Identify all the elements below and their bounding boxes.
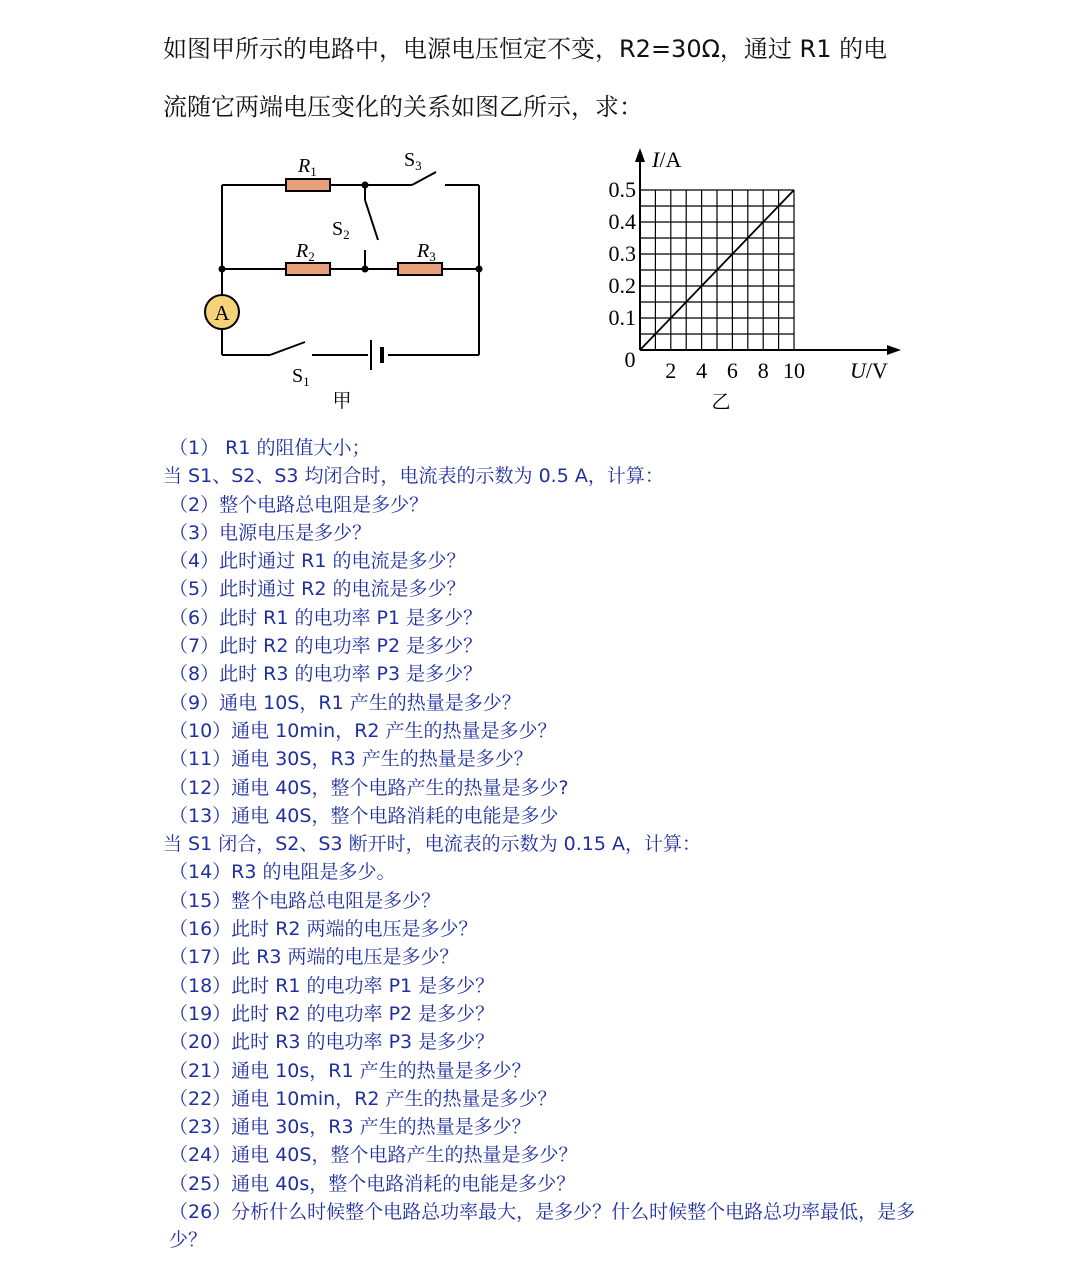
question-item: （1） R1 的阻值大小； xyxy=(169,437,371,459)
question-item: （7）此时 R2 的电功率 P2 是多少？ xyxy=(169,635,483,658)
question-item: （12）通电 40S，整个电路产生的热量是多少? xyxy=(169,776,569,799)
y-axis-arrow xyxy=(635,148,645,162)
resistor-r3 xyxy=(398,263,442,275)
condition-line: 当 S1 闭合，S2、S3 断开时，电流表的示数为 0.15 A，计算： xyxy=(163,833,701,856)
label-s3: $S_3$ xyxy=(404,149,422,173)
intro-line-1: 如图甲所示的电路中，电源电压恒定不变，R2=30Ω，通过 R1 的电 xyxy=(163,35,888,63)
question-item: （16）此时 R2 两端的电压是多少？ xyxy=(169,918,478,941)
question-item: （14）R3 的电阻是多少。 xyxy=(169,861,396,884)
question-list xyxy=(163,434,963,1255)
question-item: （18）此时 R1 的电功率 P1 是多少？ xyxy=(169,974,495,997)
resistor-r2 xyxy=(286,263,330,275)
x-tick-label: 6 xyxy=(726,358,738,383)
label-r1: $R_1$ xyxy=(298,155,317,179)
question-item: （4）此时通过 R1 的电流是多少？ xyxy=(169,550,466,573)
question-item: （3）电源电压是多少？ xyxy=(169,521,372,544)
question-item: （23）通电 30s，R3 产生的热量是多少？ xyxy=(169,1116,531,1139)
iv-graph xyxy=(590,140,920,420)
question-item: （21）通电 10s，R1 产生的热量是多少？ xyxy=(169,1059,531,1082)
question-item: （9）通电 10S，R1 产生的热量是多少？ xyxy=(169,691,521,714)
x-tick-label: 4 xyxy=(696,358,708,383)
question-item: （20）此时 R3 的电功率 P3 是多少？ xyxy=(169,1031,495,1054)
question-item: （17）此 R3 两端的电压是多少？ xyxy=(169,946,459,969)
question-item: （2）整个电路总电阻是多少？ xyxy=(169,493,429,516)
circuit-caption: 甲 xyxy=(332,390,352,412)
x-tick-label: 2 xyxy=(665,358,677,383)
label-s1: $S_1$ xyxy=(292,365,310,389)
question-item: （24）通电 40S，整个电路产生的热量是多少？ xyxy=(169,1144,578,1167)
question-item: （22）通电 10min，R2 产生的热量是多少？ xyxy=(169,1087,557,1110)
question-item: （19）此时 R2 的电功率 P2 是多少？ xyxy=(169,1002,495,1025)
x-axis-arrow xyxy=(887,345,901,355)
y-tick-label: 0.5 xyxy=(608,177,636,202)
y-axis-label: I/A xyxy=(652,147,682,172)
question-item: （11）通电 30S，R3 产生的热量是多少？ xyxy=(169,748,533,771)
question-item: （8）此时 R3 的电功率 P3 是多少？ xyxy=(169,663,483,686)
circuit-diagram xyxy=(190,140,510,420)
condition-line: 当 S1、S2、S3 均闭合时，电流表的示数为 0.5 A，计算： xyxy=(163,465,664,488)
question-item: （13）通电 40S，整个电路消耗的电能是多少 xyxy=(169,804,559,827)
ammeter-label: A xyxy=(214,301,230,325)
y-tick-label: 0.1 xyxy=(608,305,636,330)
origin-label: 0 xyxy=(624,347,636,372)
label-r2: $R_2$ xyxy=(296,240,315,264)
question-item: （10）通电 10min，R2 产生的热量是多少？ xyxy=(169,719,557,742)
question-item: （15）整个电路总电阻是多少？ xyxy=(169,889,441,912)
question-item: （26）分析什么时候整个电路总功率最大，是多少？什么时候整个电路总功率最低，是多少？ xyxy=(169,1201,916,1252)
intro-line-2: 流随它两端电压变化的关系如图乙所示，求： xyxy=(163,93,643,121)
x-tick-label: 10 xyxy=(783,358,805,383)
problem-intro xyxy=(163,20,943,136)
question-item: （5）此时通过 R2 的电流是多少？ xyxy=(169,578,466,601)
label-s2: $S_2$ xyxy=(332,218,350,242)
y-tick-label: 0.2 xyxy=(608,273,636,298)
y-tick-label: 0.4 xyxy=(608,209,636,234)
y-tick-label: 0.3 xyxy=(608,241,636,266)
question-item: （25）通电 40s，整个电路消耗的电能是多少？ xyxy=(169,1172,576,1195)
resistor-r1 xyxy=(286,179,330,191)
question-item: （6）此时 R1 的电功率 P1 是多少？ xyxy=(169,606,483,629)
label-r3: $R_3$ xyxy=(417,240,436,264)
x-tick-label: 8 xyxy=(757,358,769,383)
axes xyxy=(635,148,901,355)
x-axis-label: U/V xyxy=(850,358,888,383)
graph-caption: 乙 xyxy=(711,391,731,413)
